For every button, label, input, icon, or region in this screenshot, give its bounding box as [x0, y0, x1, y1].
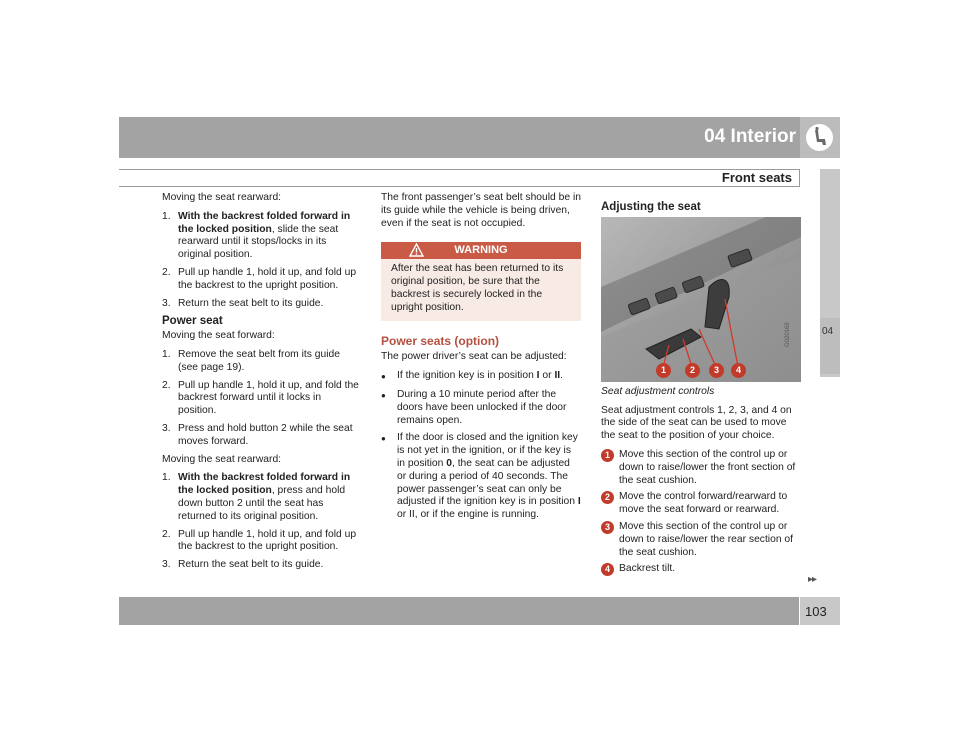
- power-seats-option-heading: Power seats (option): [381, 333, 500, 348]
- column-3: [601, 201, 801, 580]
- rearward-intro-2: Moving the seat rearward:: [162, 453, 282, 465]
- number-badge: 4: [601, 563, 614, 576]
- callout-3: 3: [709, 363, 729, 378]
- number-badge: 1: [601, 449, 614, 462]
- column-2: [381, 192, 581, 527]
- number-badge: 2: [601, 491, 614, 504]
- power-seat-heading: Power seat: [162, 315, 223, 328]
- footer-band: [119, 597, 799, 625]
- callout-1: 1: [656, 363, 676, 378]
- warning-triangle-icon: [409, 243, 424, 261]
- list-item: 3. Press and hold button 2 while the seat moves forward.: [162, 422, 353, 447]
- warning-header: [381, 242, 581, 259]
- list-item: 2. Pull up handle 1, hold it up, and fold the backrest forward until it locks in position.: [162, 379, 359, 417]
- chapter-tab-label: 04: [822, 326, 834, 337]
- forward-intro: Moving the seat forward:: [162, 330, 275, 342]
- bullet-icon: ●: [381, 434, 386, 444]
- rearward-intro: Moving the seat rearward:: [162, 192, 282, 203]
- bullet-icon: ●: [381, 390, 386, 400]
- chapter-title: 04 Interior: [704, 126, 796, 147]
- seat-controls-figure: [601, 217, 801, 382]
- section-title: Front seats: [721, 170, 792, 185]
- warning-title: WARNING: [454, 244, 508, 257]
- list-item: 2. Pull up handle 1, hold it up, and fold up the backrest to the upright position.: [162, 528, 357, 553]
- list-item: ● If the ignition key is in position I or II.: [381, 370, 581, 384]
- adjusting-seat-heading: Adjusting the seat: [601, 201, 701, 213]
- continued-arrows: ▸▸: [808, 574, 817, 585]
- list-item: 1. Remove the seat belt from its guide (see page 19).: [162, 348, 340, 373]
- list-item: 1. With the backrest folded forward in the locked position, press and hold down button 2 until the seat has returned to its original position.: [162, 472, 351, 522]
- list-item: 3. Return the seat belt to its guide.: [162, 559, 324, 571]
- figure-code: G020169: [785, 322, 791, 347]
- figure-caption: Seat adjustment controls: [601, 385, 715, 397]
- number-badge: 3: [601, 521, 614, 534]
- column-1: [162, 192, 362, 577]
- list-item: 1 Move this section of the control up or down to raise/lower the front section of the seat cushion.: [601, 449, 801, 487]
- passenger-belt-note: The front passenger’s seat belt should be in its guide while the vehicle is being driven, even if the seat is not occupied.: [381, 192, 581, 229]
- section-header: [119, 169, 800, 187]
- callout-4: 4: [731, 363, 751, 378]
- list-item: 2. Pull up handle 1, hold it up, and fold up the backrest to the upright position.: [162, 266, 357, 291]
- list-item: 3. Return the seat belt to its guide.: [162, 297, 324, 309]
- seat-icon: [806, 124, 833, 151]
- power-seat-intro: The power driver’s seat can be adjusted:: [381, 351, 567, 363]
- list-item: 3 Move this section of the control up or down to raise/lower the rear section of the seat cushion.: [601, 521, 801, 559]
- list-item: 4 Backrest tilt.: [601, 563, 801, 576]
- list-item: 1. With the backrest folded forward in the locked position, slide the seat rearward until it stops/locks in its original position.: [162, 210, 351, 261]
- callout-2: 2: [685, 363, 705, 378]
- bullet-icon: ●: [381, 372, 386, 382]
- page-number: 103: [805, 604, 827, 619]
- warning-text: After the seat has been returned to its original position, be sure that the backrest is securely locked in the upright position.: [391, 263, 564, 313]
- adjusting-intro: Seat adjustment controls 1, 2, 3, and 4 on the side of the seat can be used to move the seat to the position of your choice.: [601, 404, 792, 442]
- warning-box: [381, 242, 581, 320]
- list-item: ● During a 10 minute period after the doors have been unlocked if the door remains open.: [381, 388, 567, 426]
- list-item: 2 Move the control forward/rearward to move the seat forward or rearward.: [601, 491, 801, 517]
- list-item: ● If the door is closed and the ignition key is not yet in the ignition, or if the key is in position 0, the seat can be adjusted or during a period of 40 seconds. The power passenger’s seat can only be adjusted if the ignition key is in position I or II, or if the engine is running.: [381, 432, 581, 521]
